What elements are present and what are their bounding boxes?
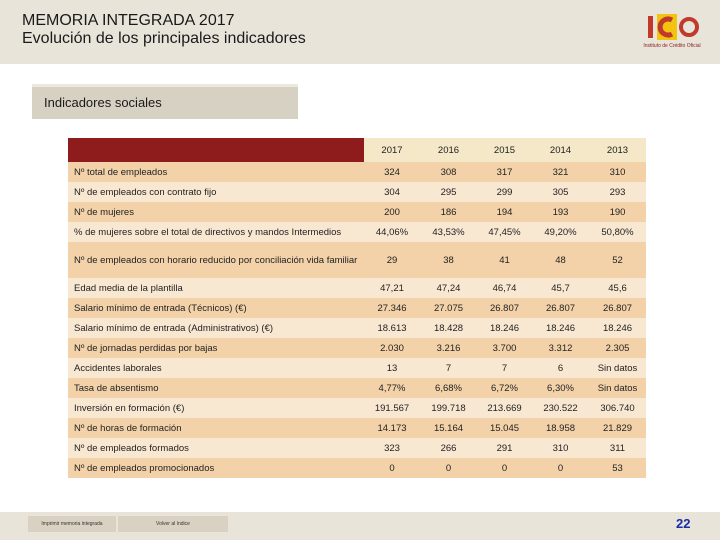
row-label: Nº total de empleados <box>68 162 364 182</box>
table-header-row <box>68 138 646 162</box>
row-label: Nº de empleados con contrato fijo <box>68 182 364 202</box>
table-cell: 29 <box>364 242 420 278</box>
table-cell: 321 <box>532 162 589 182</box>
table-cell: 14.173 <box>364 418 420 438</box>
column-header: 2015 <box>477 138 532 162</box>
table-cell: 7 <box>420 358 477 378</box>
table-row <box>68 338 646 358</box>
table-cell: 191.567 <box>364 398 420 418</box>
table-cell: 305 <box>532 182 589 202</box>
row-label: Nº de jornadas perdidas por bajas <box>68 338 364 358</box>
table-cell: 295 <box>420 182 477 202</box>
table-cell: 45,6 <box>589 278 646 298</box>
table-cell: 45,7 <box>532 278 589 298</box>
ico-logo <box>636 12 708 52</box>
table-cell: 52 <box>589 242 646 278</box>
row-label: Tasa de absentismo <box>68 378 364 398</box>
table-cell: 324 <box>364 162 420 182</box>
table-cell: 26.807 <box>532 298 589 318</box>
table-cell: 304 <box>364 182 420 202</box>
table-cell: 194 <box>477 202 532 222</box>
table-cell: 323 <box>364 438 420 458</box>
row-label: % de mujeres sobre el total de directivos y mandos Intermedios <box>68 222 364 242</box>
table-cell: 0 <box>364 458 420 478</box>
table-cell: 266 <box>420 438 477 458</box>
table-cell: 49,20% <box>532 222 589 242</box>
page-number: 22 <box>676 516 691 531</box>
table-cell: 310 <box>532 438 589 458</box>
table-cell: 43,53% <box>420 222 477 242</box>
table-cell: 3.216 <box>420 338 477 358</box>
table-cell: 6,68% <box>420 378 477 398</box>
table-cell: 26.807 <box>589 298 646 318</box>
table-row <box>68 278 646 298</box>
table-header-corner <box>68 138 364 162</box>
table-cell: 47,24 <box>420 278 477 298</box>
table-cell: 7 <box>477 358 532 378</box>
table-cell: 27.346 <box>364 298 420 318</box>
table-cell: 47,45% <box>477 222 532 242</box>
table-cell: 193 <box>532 202 589 222</box>
table-row <box>68 162 646 182</box>
table-cell: 15.164 <box>420 418 477 438</box>
table-cell: 190 <box>589 202 646 222</box>
table-cell: 308 <box>420 162 477 182</box>
table-cell: 27.075 <box>420 298 477 318</box>
table-cell: 26.807 <box>477 298 532 318</box>
table-cell: Sin datos <box>589 378 646 398</box>
table-cell: 38 <box>420 242 477 278</box>
table-cell: 2.305 <box>589 338 646 358</box>
logo-caption: Instituto de Crédito Oficial <box>643 43 701 49</box>
row-label: Salario mínimo de entrada (Técnicos) (€) <box>68 298 364 318</box>
row-label: Inversión en formación (€) <box>68 398 364 418</box>
table-cell: 41 <box>477 242 532 278</box>
table-row <box>68 318 646 338</box>
table-cell: 18.613 <box>364 318 420 338</box>
table-row <box>68 398 646 418</box>
table-cell: 310 <box>589 162 646 182</box>
table-row <box>68 438 646 458</box>
table-cell: 6,30% <box>532 378 589 398</box>
table-cell: 13 <box>364 358 420 378</box>
row-label: Nº de empleados formados <box>68 438 364 458</box>
table-row <box>68 378 646 398</box>
table-cell: 3.700 <box>477 338 532 358</box>
table-cell: 230.522 <box>532 398 589 418</box>
table-cell: 186 <box>420 202 477 222</box>
table-cell: 46,74 <box>477 278 532 298</box>
table-row <box>68 358 646 378</box>
table-cell: 18.246 <box>477 318 532 338</box>
table-cell: 48 <box>532 242 589 278</box>
table-cell: 6 <box>532 358 589 378</box>
table-cell: 0 <box>420 458 477 478</box>
column-header: 2014 <box>532 138 589 162</box>
row-label: Salario mínimo de entrada (Administrativos) (€) <box>68 318 364 338</box>
back-to-index-button[interactable]: Volver al índice <box>118 516 228 532</box>
table-cell: 18.958 <box>532 418 589 438</box>
table-cell: Sin datos <box>589 358 646 378</box>
table-cell: 15.045 <box>477 418 532 438</box>
table-cell: 6,72% <box>477 378 532 398</box>
table-cell: 18.246 <box>589 318 646 338</box>
print-report-button[interactable]: Imprimir memoria integrada <box>28 516 116 532</box>
row-label: Nº de mujeres <box>68 202 364 222</box>
table-cell: 291 <box>477 438 532 458</box>
table-cell: 0 <box>477 458 532 478</box>
table-cell: 4,77% <box>364 378 420 398</box>
row-label: Accidentes laborales <box>68 358 364 378</box>
ico-logo-mark <box>644 12 700 42</box>
table-cell: 3.312 <box>532 338 589 358</box>
table-row <box>68 202 646 222</box>
column-header: 2013 <box>589 138 646 162</box>
table-row <box>68 182 646 202</box>
table-cell: 200 <box>364 202 420 222</box>
table-cell: 293 <box>589 182 646 202</box>
table-cell: 299 <box>477 182 532 202</box>
table-cell: 213.669 <box>477 398 532 418</box>
table-row <box>68 298 646 318</box>
table-cell: 50,80% <box>589 222 646 242</box>
table-cell: 0 <box>532 458 589 478</box>
table-cell: 317 <box>477 162 532 182</box>
table-cell: 53 <box>589 458 646 478</box>
column-header: 2016 <box>420 138 477 162</box>
page-title-line2: Evolución de los principales indicadores <box>22 30 306 47</box>
column-header: 2017 <box>364 138 420 162</box>
indicators-table <box>68 138 646 478</box>
section-header <box>32 84 298 119</box>
row-label: Nº de empleados con horario reducido por conciliación vida familiar <box>68 242 364 278</box>
row-label: Edad media de la plantilla <box>68 278 364 298</box>
page-title <box>22 12 306 48</box>
table-cell: 44,06% <box>364 222 420 242</box>
table-cell: 311 <box>589 438 646 458</box>
table-row <box>68 242 646 278</box>
table-cell: 18.246 <box>532 318 589 338</box>
page-footer <box>0 512 720 540</box>
table-cell: 199.718 <box>420 398 477 418</box>
section-title: Indicadores sociales <box>44 95 162 110</box>
table-cell: 2.030 <box>364 338 420 358</box>
table-cell: 18.428 <box>420 318 477 338</box>
table-cell: 21.829 <box>589 418 646 438</box>
row-label: Nº de empleados promocionados <box>68 458 364 478</box>
table-row <box>68 418 646 438</box>
row-label: Nº de horas de formación <box>68 418 364 438</box>
table-cell: 306.740 <box>589 398 646 418</box>
page-title-line1: MEMORIA INTEGRADA 2017 <box>22 12 235 29</box>
table-cell: 47,21 <box>364 278 420 298</box>
table-row <box>68 458 646 478</box>
table-row <box>68 222 646 242</box>
page-header <box>0 0 720 64</box>
